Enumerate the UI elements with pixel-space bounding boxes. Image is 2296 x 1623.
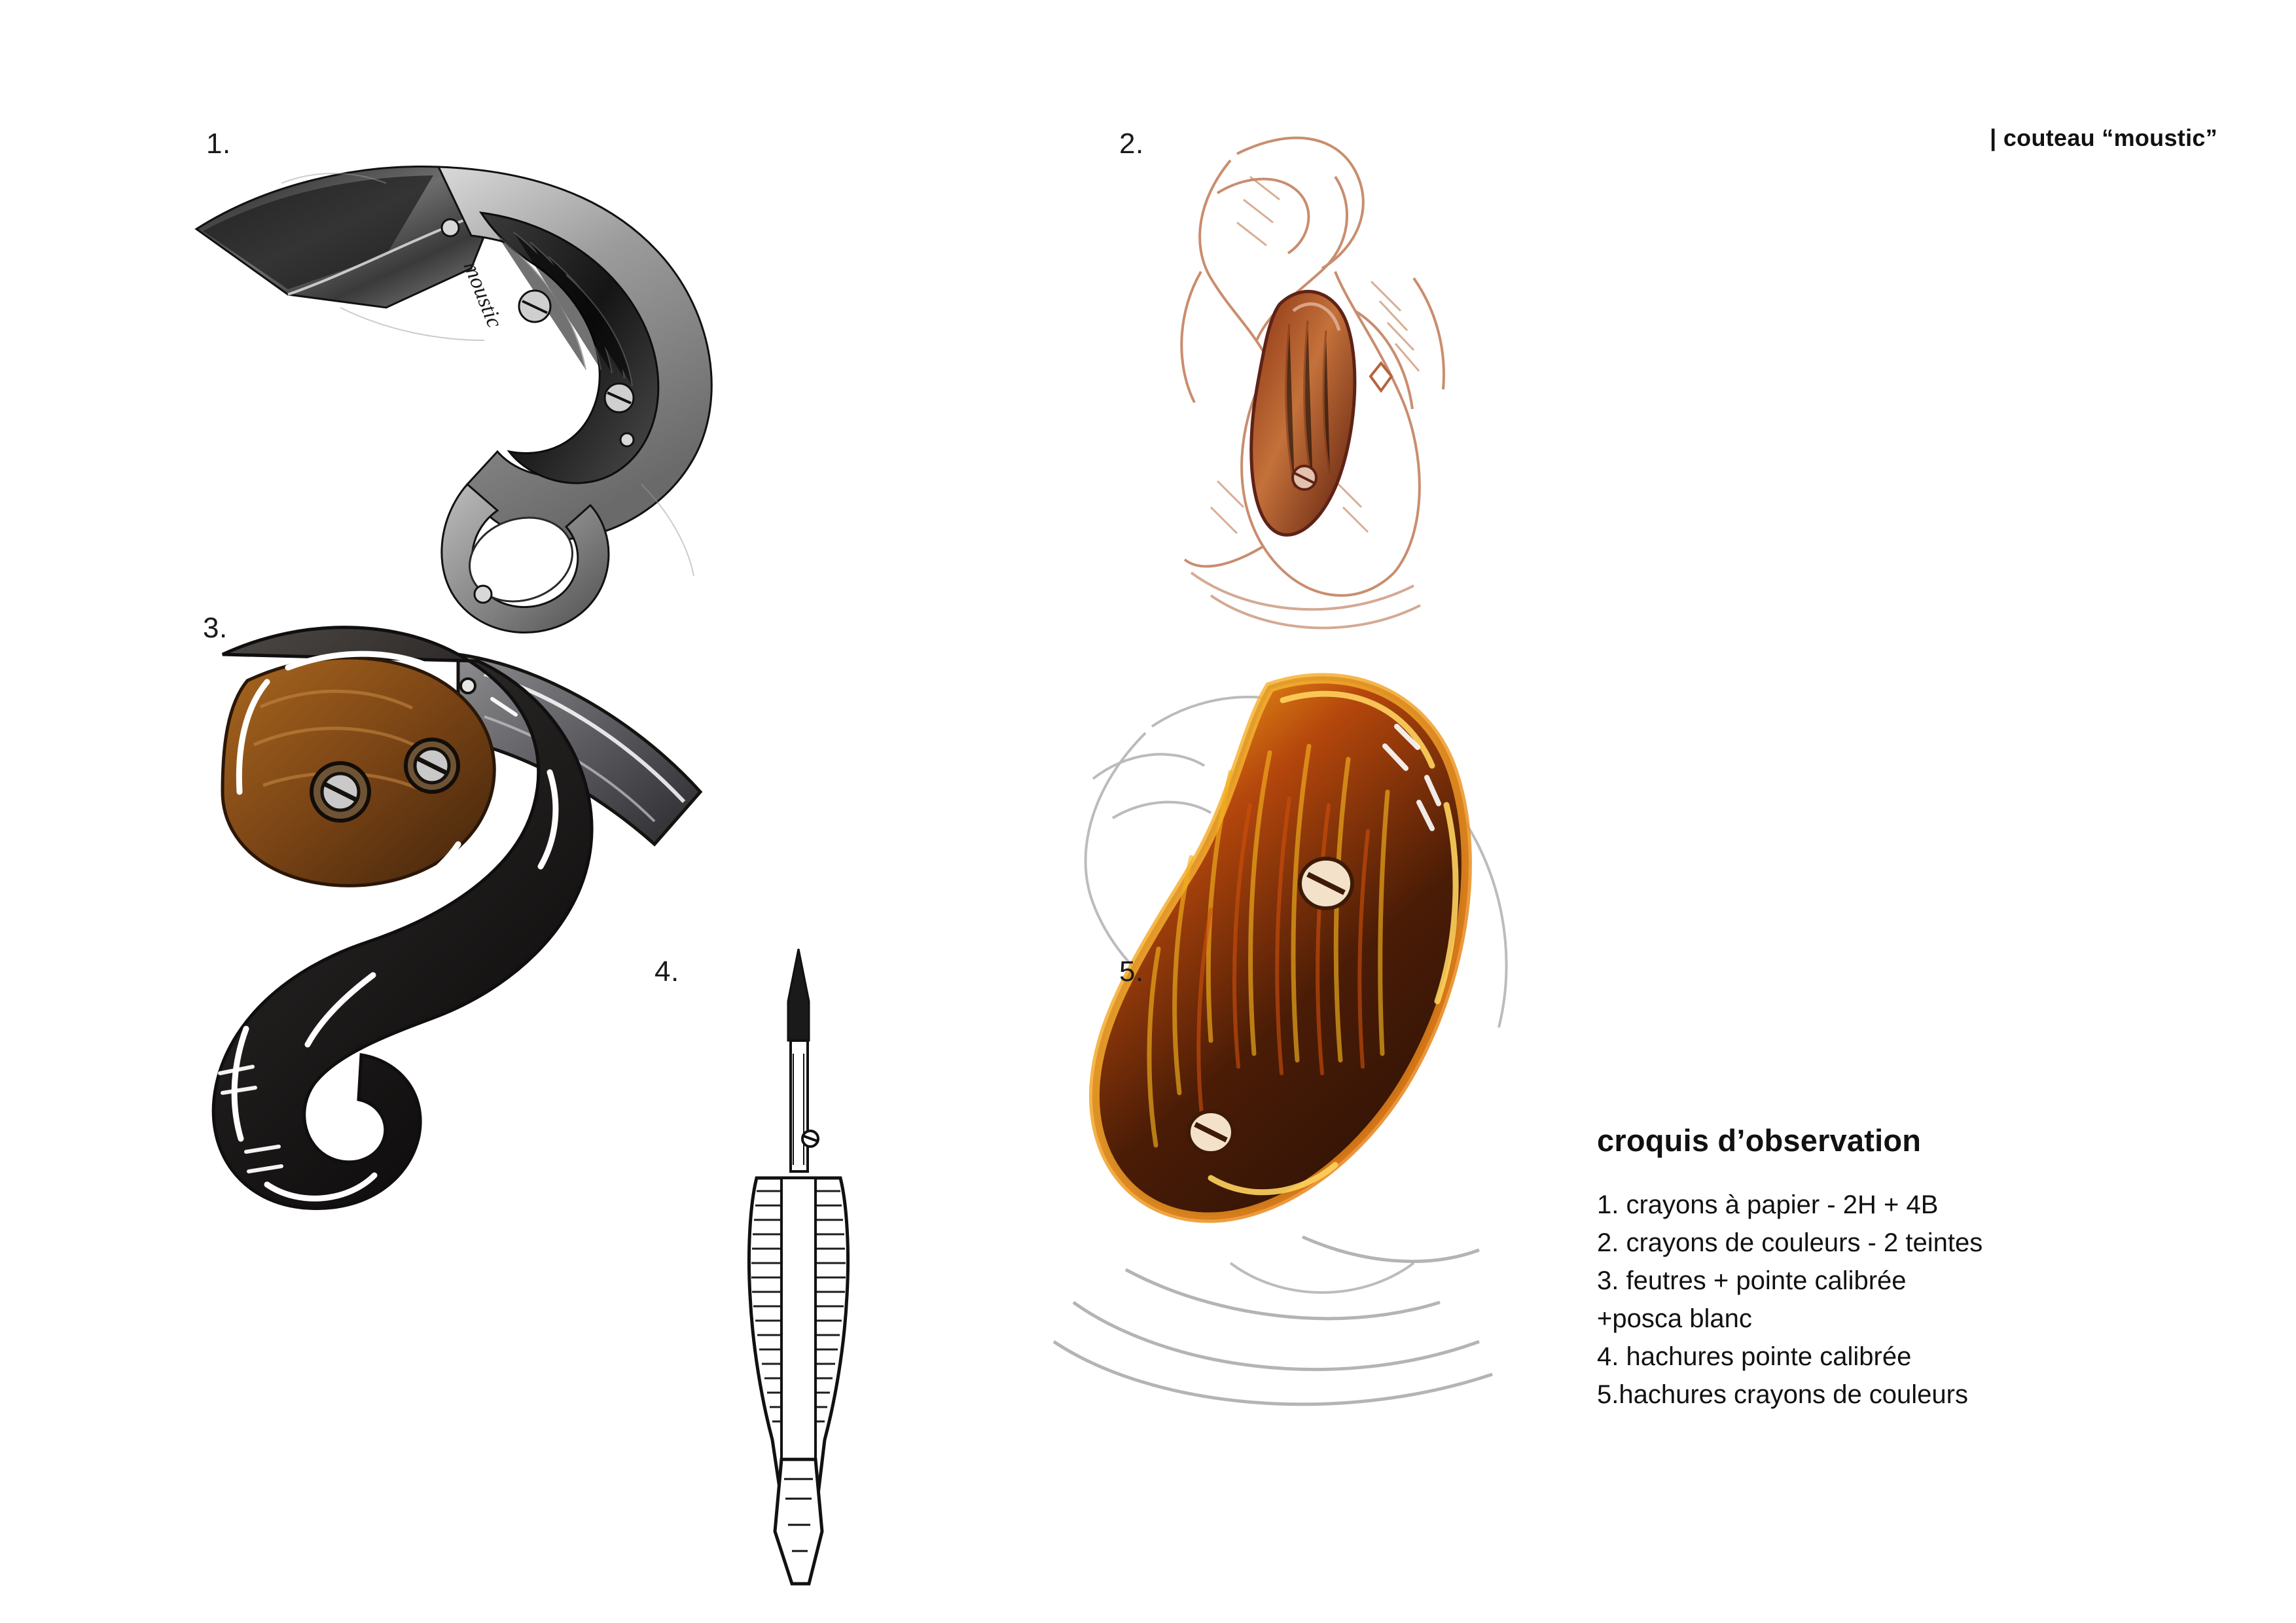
legend-title: croquis d’observation — [1597, 1123, 1922, 1158]
sketch-1-number: 1. — [206, 128, 231, 160]
sketch-4-pen-hatching-blade — [694, 942, 903, 1597]
page-title: | couteau “moustic” — [1990, 124, 2217, 151]
sketch-3-number: 3. — [203, 612, 228, 644]
legend-line-6: 5.hachures crayons de couleurs — [1597, 1380, 1968, 1409]
legend-line-2: 2. crayons de couleurs - 2 teintes — [1597, 1228, 1983, 1257]
blade-engraving-text: moustic — [458, 258, 507, 332]
sketch-2-number: 2. — [1119, 128, 1144, 160]
sketch-4-number: 4. — [655, 955, 679, 988]
legend-line-4: +posca blanc — [1597, 1304, 1752, 1333]
legend-line-1: 1. crayons à papier - 2H + 4B — [1597, 1190, 1939, 1219]
legend-line-3: 3. feutres + pointe calibrée — [1597, 1266, 1907, 1295]
legend-block — [1597, 1122, 2251, 1414]
sketch-5-number: 5. — [1119, 955, 1144, 988]
legend-line-5: 4. hachures pointe calibrée — [1597, 1342, 1912, 1371]
